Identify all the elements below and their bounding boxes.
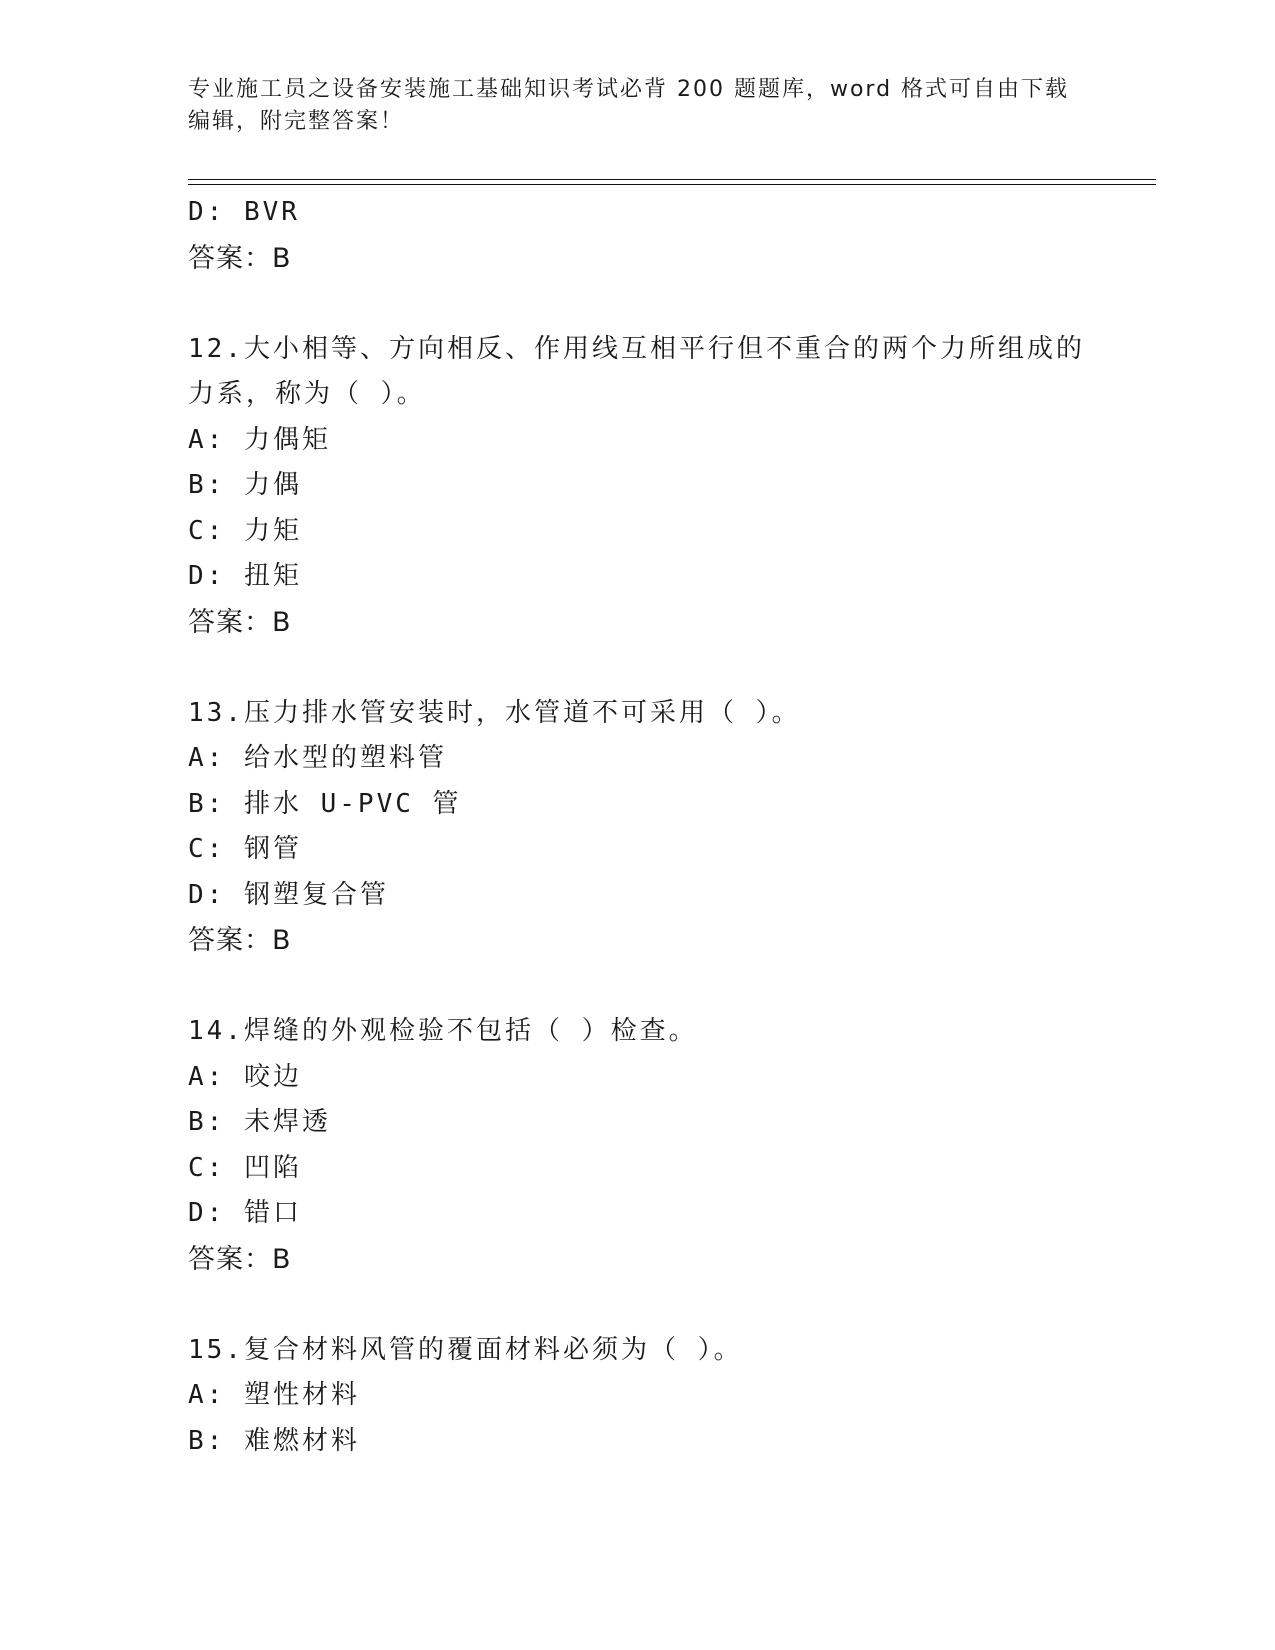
option-c: C: 钢管 xyxy=(188,834,302,864)
option-b: B: 难燃材料 xyxy=(188,1425,360,1456)
option-b: B: 未焊透 xyxy=(188,1107,331,1137)
question-text-line-1: 12.大小相等、方向相反、作用线互相平行但不重合的两个力所组成的 xyxy=(188,333,1085,364)
spacer xyxy=(188,1282,1088,1328)
option-c: C: 凹陷 xyxy=(188,1152,302,1183)
option-a: A: 塑性材料 xyxy=(188,1380,360,1410)
answer-label: 答案：B xyxy=(188,925,292,956)
question-13 xyxy=(188,691,1088,964)
option-d: D: BVR xyxy=(188,197,300,227)
answer-label: 答案：B xyxy=(188,1243,292,1275)
option-a: A: 咬边 xyxy=(188,1061,302,1092)
question-12 xyxy=(188,327,1088,646)
option-d: D: 错口 xyxy=(188,1198,302,1228)
document-header xyxy=(188,74,1088,138)
answer-label: 答案：B xyxy=(188,242,292,274)
question-text-line-1: 14.焊缝的外观检验不包括（ ）检查。 xyxy=(188,1016,698,1046)
header-divider-top xyxy=(188,179,1156,180)
question-text-line-1: 13.压力排水管安装时，水管道不可采用（ ）。 xyxy=(188,697,801,728)
spacer xyxy=(188,281,1088,327)
question-14 xyxy=(188,1009,1088,1282)
option-b: B: 排水 U-PVC 管 xyxy=(188,788,462,819)
question-11-tail xyxy=(188,190,1088,281)
question-text-line-1: 15.复合材料风管的覆面材料必须为（ ）。 xyxy=(188,1334,743,1365)
option-d: D: 钢塑复合管 xyxy=(188,879,389,910)
option-b: B: 力偶 xyxy=(188,470,302,500)
spacer xyxy=(188,964,1088,1010)
question-15 xyxy=(188,1328,1088,1465)
option-a: A: 给水型的塑料管 xyxy=(188,743,447,773)
header-line-2: 编辑，附完整答案！ xyxy=(188,109,405,134)
option-a: A: 力偶矩 xyxy=(188,424,331,455)
spacer xyxy=(188,645,1088,691)
header-divider-bottom xyxy=(188,184,1156,185)
question-text-line-2: 力系，称为（ ）。 xyxy=(188,379,426,409)
answer-label: 答案：B xyxy=(188,606,292,638)
option-d: D: 扭矩 xyxy=(188,561,302,591)
question-list xyxy=(188,190,1088,1464)
option-c: C: 力矩 xyxy=(188,515,302,546)
header-line-1: 专业施工员之设备安装施工基础知识考试必背 200 题题库，word 格式可自由下载 xyxy=(188,77,1070,102)
